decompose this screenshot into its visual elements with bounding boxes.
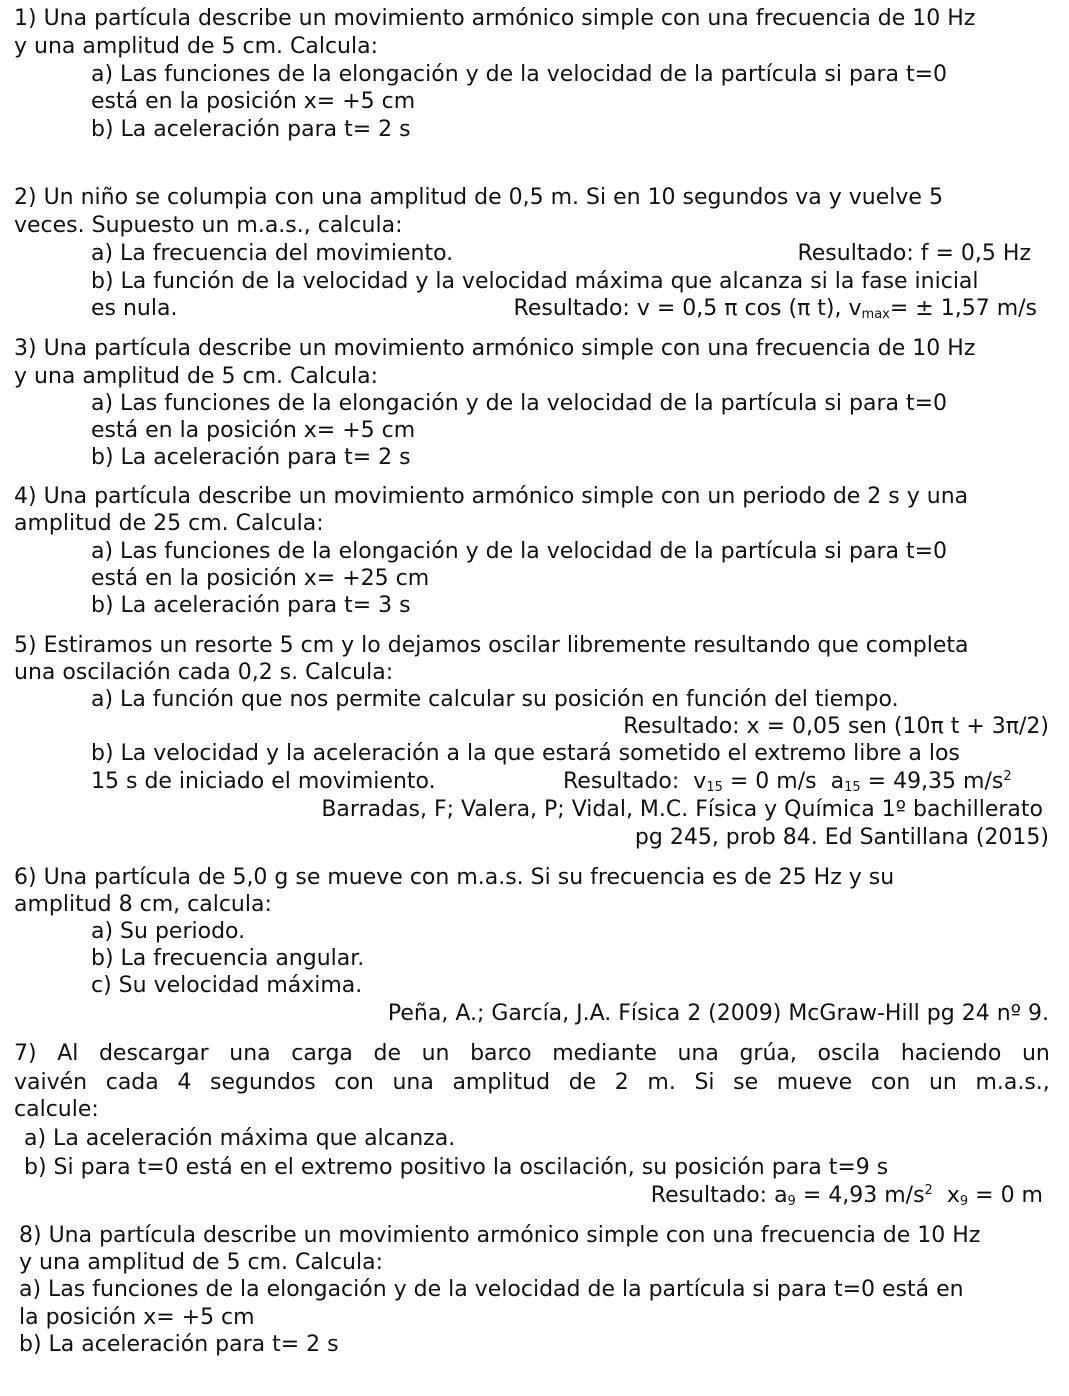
word: mueve — [776, 1070, 853, 1095]
word: haciendo — [900, 1041, 1002, 1066]
problem-2-part-b-row — [91, 296, 1037, 322]
problem-8-statement-line-1: 8) Una partícula describe un movimiento armónico simple con una frecuencia de 10 Hz — [19, 1223, 981, 1248]
problem-3-statement-line-2: y una amplitud de 5 cm. Calcula: — [14, 364, 378, 389]
problem-7-statement-line-1 — [14, 1041, 1050, 1067]
problem-2-statement-line-1: 2) Un niño se columpia con una amplitud de 0,5 m. Si en 10 segundos va y vuelve 5 — [14, 185, 943, 210]
word: una — [677, 1041, 719, 1066]
word: vaivén — [14, 1070, 88, 1095]
word: un — [928, 1070, 957, 1095]
problem-7-part-a: a) La aceleración máxima que alcanza. — [24, 1126, 456, 1151]
word: se — [733, 1070, 759, 1095]
problem-8-part-a-line-1: a) Las funciones de la elongación y de la velocidad de la partícula si para t=0 está en — [19, 1277, 964, 1302]
problem-3-part-a-line-2: está en la posición x= +5 cm — [91, 418, 416, 443]
problem-3-part-b: b) La aceleración para t= 2 s — [91, 445, 411, 470]
word: 2 — [614, 1070, 629, 1095]
problem-4-part-a-line-1: a) Las funciones de la elongación y de la velocidad de la partícula si para t=0 — [91, 539, 948, 564]
problem-4-statement-line-2: amplitud de 25 cm. Calcula: — [14, 511, 324, 536]
word: Al — [57, 1041, 79, 1066]
word: un — [421, 1041, 450, 1066]
problem-6-part-b: b) La frecuencia angular. — [91, 946, 365, 971]
problem-1-statement-line-1: 1) Una partícula describe un movimiento armónico simple con una frecuencia de 10 Hz — [14, 6, 976, 31]
problem-5-part-a-result: Resultado: x = 0,05 sen (10π t + 3π/2) — [623, 714, 1049, 739]
problem-1-statement-line-2: y una amplitud de 5 cm. Calcula: — [14, 34, 378, 59]
problem-6-part-a: a) Su periodo. — [91, 919, 246, 944]
problem-8-part-b: b) La aceleración para t= 2 s — [19, 1332, 339, 1357]
problem-2-part-a-row — [91, 241, 1031, 267]
word: m.a.s., — [975, 1070, 1050, 1095]
word: barco — [470, 1041, 532, 1066]
problem-2-part-b-line-2: es nula. — [91, 296, 178, 321]
word: una — [392, 1070, 434, 1095]
word: mediante — [552, 1041, 657, 1066]
problem-2-part-b-line-1: b) La función de la velocidad y la velocidad máxima que alcanza si la fase inicial — [91, 269, 979, 294]
problem-7-statement-line-3: calcule: — [14, 1097, 99, 1122]
word: grúa, — [739, 1041, 797, 1066]
problem-2-statement-line-2: veces. Supuesto un m.a.s., calcula: — [14, 213, 403, 238]
word: segundos — [209, 1070, 316, 1095]
word: oscila — [817, 1041, 881, 1066]
problem-5-part-a: a) La función que nos permite calcular su posición en función del tiempo. — [91, 687, 899, 712]
word: un — [1021, 1041, 1050, 1066]
problem-5-part-b-line-2: 15 s de iniciado el movimiento. — [91, 769, 436, 794]
problem-4-part-a-line-2: está en la posición x= +25 cm — [91, 566, 430, 591]
problem-1-part-a-line-1: a) Las funciones de la elongación y de la velocidad de la partícula si para t=0 — [91, 62, 948, 87]
problem-2-part-b-result: Resultado: v = 0,5 π cos (π t), $v_{max}= \pm 1,57$ m/s — [513, 296, 1037, 322]
problem-5-part-b-result: Resultado: $v_{15} = 0$ m/s $a_{15} = 49,35$ $m/s^2$ — [563, 769, 1012, 795]
word: cada — [105, 1070, 159, 1095]
word: amplitud — [452, 1070, 551, 1095]
problem-4-statement-line-1: 4) Una partícula describe un movimiento armónico simple con un periodo de 2 s y una — [14, 484, 969, 509]
word: de — [373, 1041, 401, 1066]
word: 7) — [14, 1041, 37, 1066]
word: m. — [647, 1070, 676, 1095]
word: carga — [291, 1041, 353, 1066]
problem-1-part-a-line-2: está en la posición x= +5 cm — [91, 89, 416, 114]
problem-5-statement-line-1: 5) Estiramos un resorte 5 cm y lo dejamos oscilar libremente resultando que completa — [14, 633, 969, 658]
problem-7-statement-line-2 — [14, 1070, 1050, 1096]
problem-7-result: Resultado: $a_9 = 4,93$ $m/s^2$ $x_9 = 0$ m — [650, 1183, 1043, 1209]
problem-5-statement-line-2: una oscilación cada 0,2 s. Calcula: — [14, 660, 394, 685]
problem-6-part-c: c) Su velocidad máxima. — [91, 973, 363, 998]
problem-8-statement-line-2: y una amplitud de 5 cm. Calcula: — [19, 1250, 383, 1275]
problem-8-part-a-line-2: la posición x= +5 cm — [19, 1305, 255, 1330]
problem-3-part-a-line-1: a) Las funciones de la elongación y de la velocidad de la partícula si para t=0 — [91, 391, 948, 416]
word: descargar — [98, 1041, 209, 1066]
word: una — [229, 1041, 271, 1066]
problem-6-statement-line-2: amplitud 8 cm, calcula: — [14, 892, 272, 917]
word: Si — [694, 1070, 715, 1095]
problem-5-reference-line-2: pg 245, prob 84. Ed Santillana (2015) — [634, 825, 1049, 850]
problem-1-part-b: b) La aceleración para t= 2 s — [91, 117, 411, 142]
problem-6-statement-line-1: 6) Una partícula de 5,0 g se mueve con m.a.s. Si su frecuencia es de 25 Hz y su — [14, 865, 895, 890]
problem-5-part-b-line-1: b) La velocidad y la aceleración a la que estará sometido el extremo libre a los — [91, 741, 960, 766]
problem-5-reference-line-1: Barradas, F; Valera, P; Vidal, M.C. Física y Química 1º bachillerato — [321, 797, 1043, 822]
problem-6-reference: Peña, A.; García, J.A. Física 2 (2009) McGraw-Hill pg 24 nº 9. — [387, 1001, 1049, 1026]
problem-2-part-a-result: Resultado: f = 0,5 Hz — [797, 241, 1031, 266]
word: 4 — [177, 1070, 192, 1095]
problem-7-part-b: b) Si para t=0 está en el extremo positivo la oscilación, su posición para t=9 s — [24, 1155, 889, 1180]
word: con — [870, 1070, 911, 1095]
problem-3-statement-line-1: 3) Una partícula describe un movimiento armónico simple con una frecuencia de 10 Hz — [14, 336, 976, 361]
problem-2-part-a: a) La frecuencia del movimiento. — [91, 241, 454, 266]
word: con — [334, 1070, 374, 1095]
word: de — [568, 1070, 597, 1095]
problem-4-part-b: b) La aceleración para t= 3 s — [91, 593, 411, 618]
